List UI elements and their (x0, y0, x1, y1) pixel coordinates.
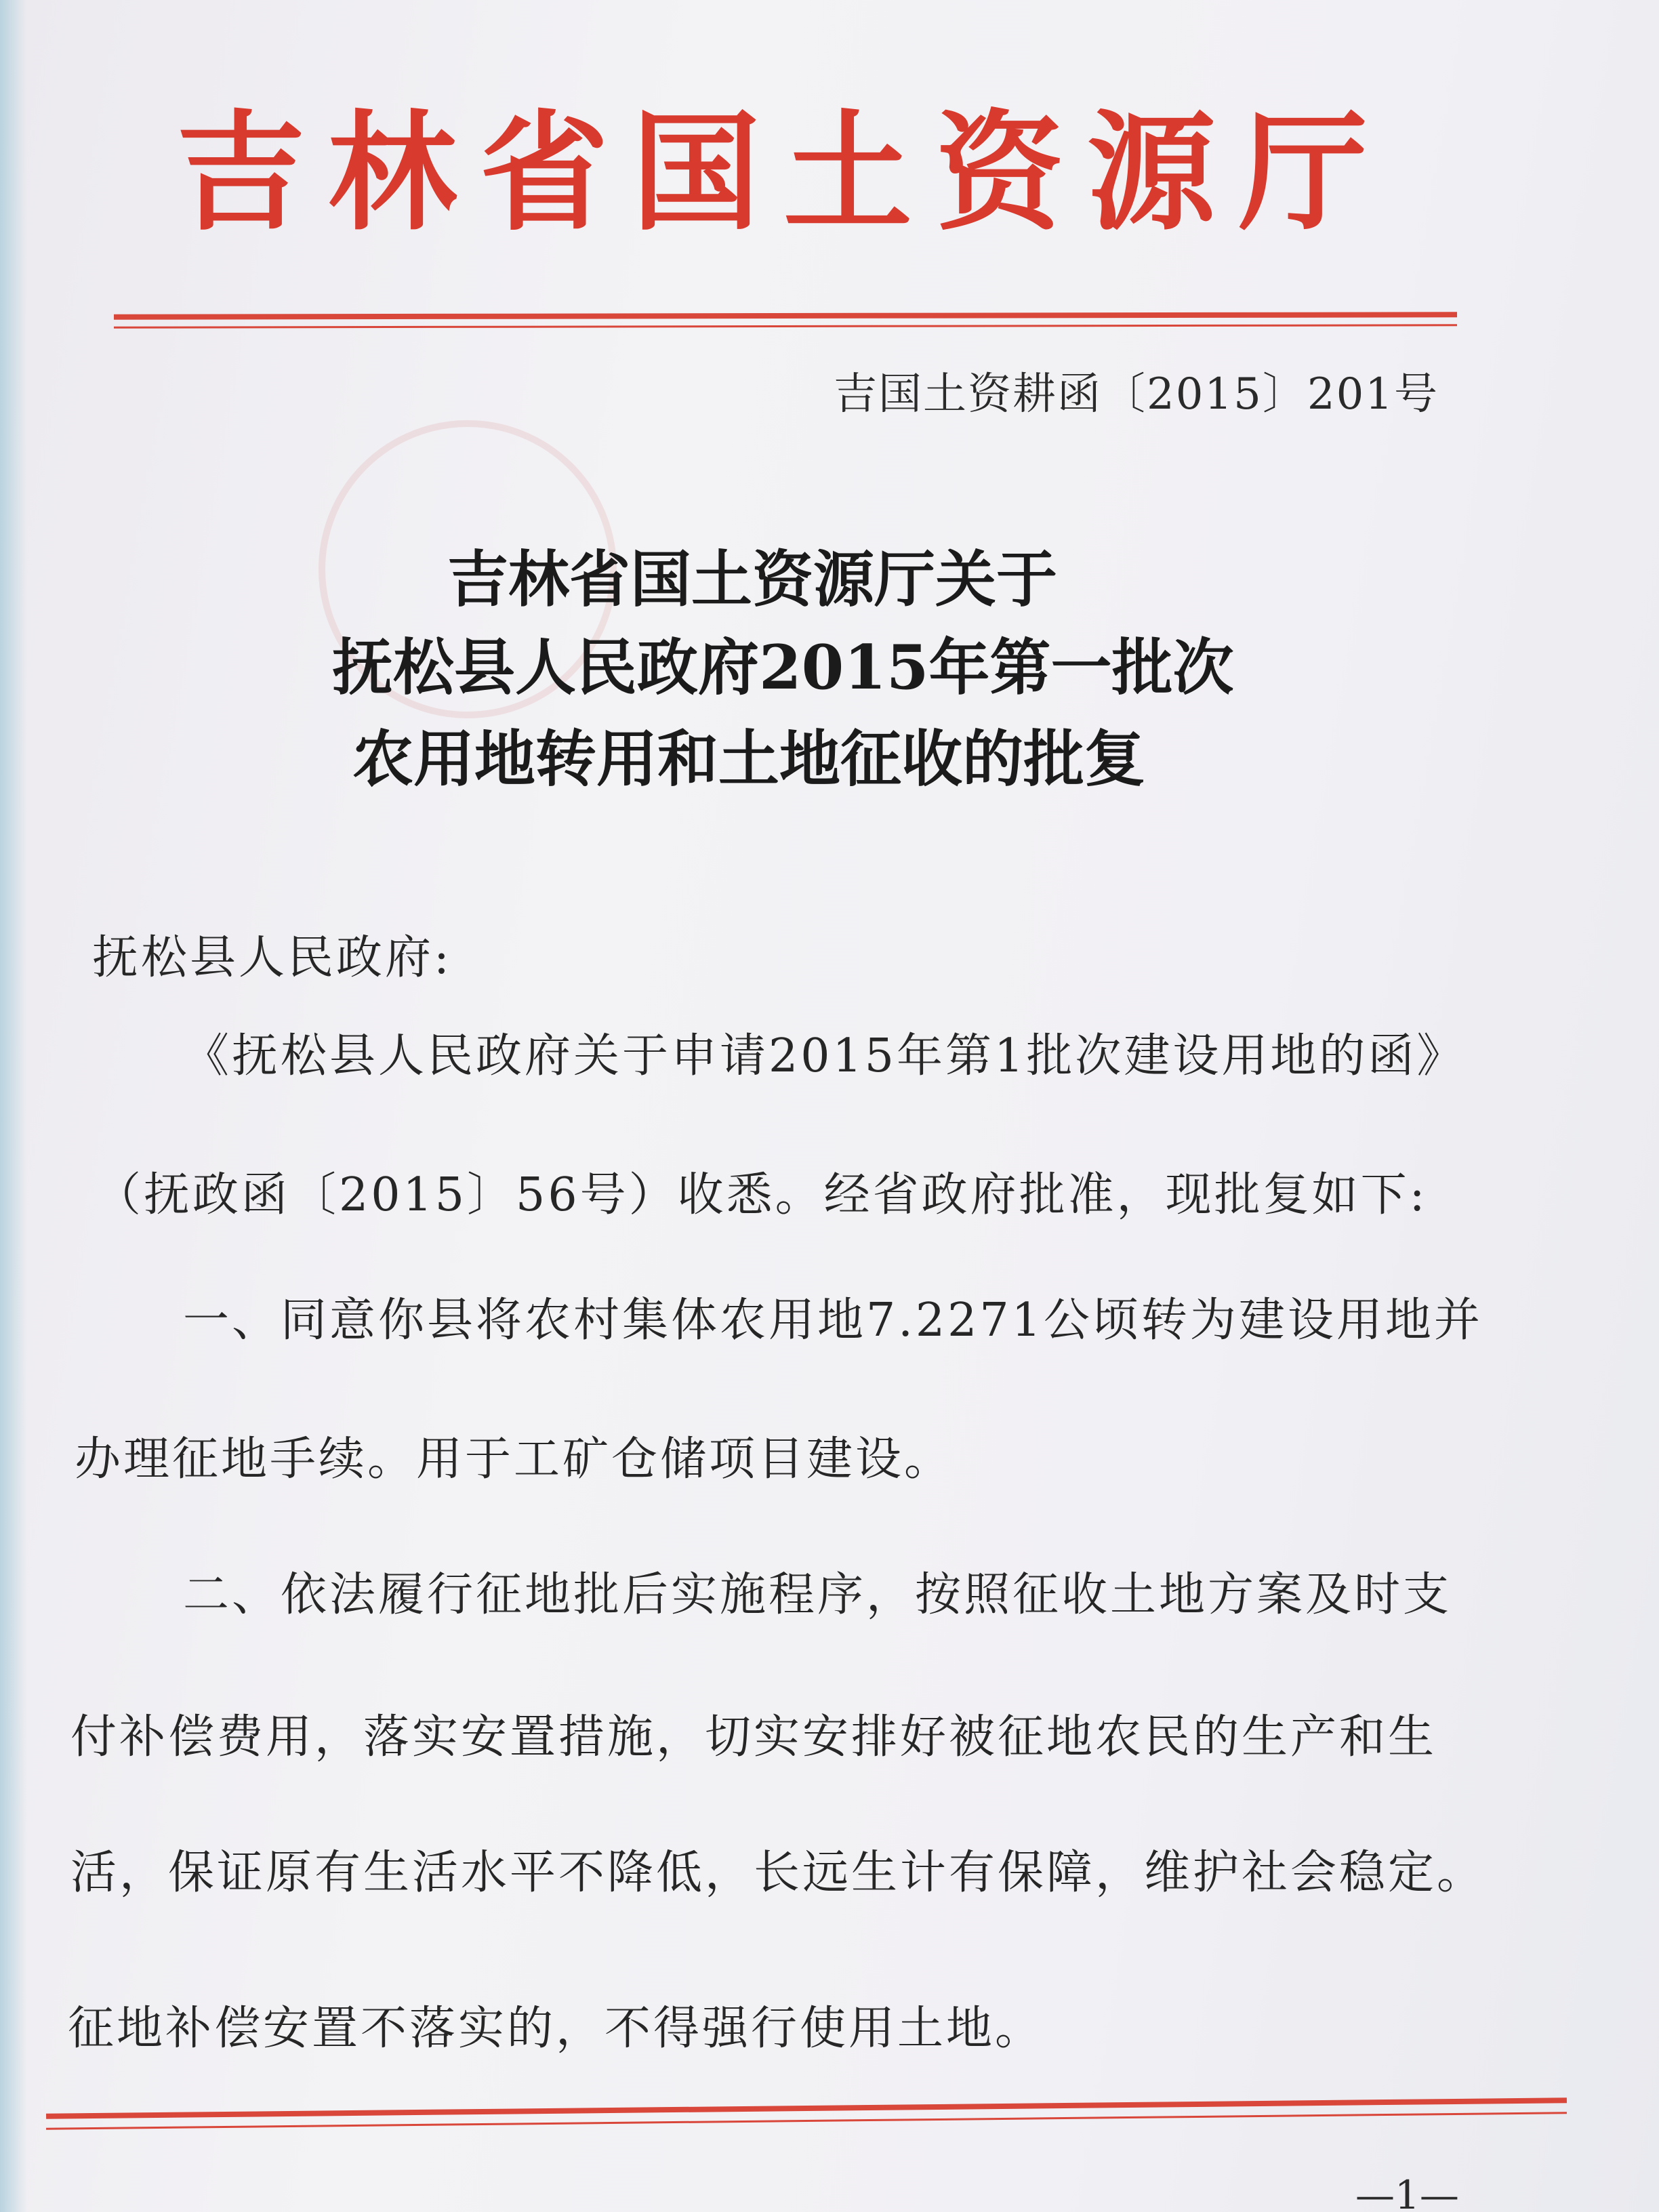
page-edge-shadow (0, 0, 27, 2212)
paragraph-1-line-1: 《抚松县人民政府关于申请2015年第1批次建设用地的函》 (183, 1029, 1466, 1083)
paragraph-3-line-2: 付补偿费用，落实安置措施，切实安排好被征地农民的生产和生 (70, 1711, 1437, 1764)
paragraph-3-line-1: 二、依法履行征地批后实施程序，按照征收土地方案及时支 (183, 1568, 1452, 1622)
paragraph-2-line-1: 一、同意你县将农村集体农用地7.2271公顷转为建设用地并 (183, 1294, 1483, 1347)
paragraph-3-line-4: 征地补偿安置不落实的，不得强行使用土地。 (68, 2002, 1044, 2055)
masthead-rule-thin (114, 324, 1457, 328)
paragraph-3-line-3: 活，保证原有生活水平不降低，长远生计有保障，维护社会稳定。 (70, 1846, 1486, 1900)
masthead-rule-thick (114, 312, 1457, 319)
paragraph-1-line-2: （抚政函〔2015〕56号）收悉。经省政府批准，现批复如下: (95, 1168, 1428, 1222)
paragraph-2-line-2: 办理征地手续。用于工矿仓储项目建设。 (75, 1433, 954, 1486)
document-title-line-2: 抚松县人民政府2015年第一批次 (332, 632, 1234, 703)
document-title-line-3: 农用地转用和土地征收的批复 (352, 723, 1145, 795)
document-title-line-1: 吉林省国土资源厅关于 (447, 544, 1057, 615)
page-number: —1— (1355, 2172, 1459, 2212)
document-number: 吉国土资耕函〔2015〕201号 (834, 369, 1439, 419)
addressee: 抚松县人民政府: (92, 931, 452, 985)
masthead-title: 吉林省国土资源厅 (176, 97, 1391, 248)
